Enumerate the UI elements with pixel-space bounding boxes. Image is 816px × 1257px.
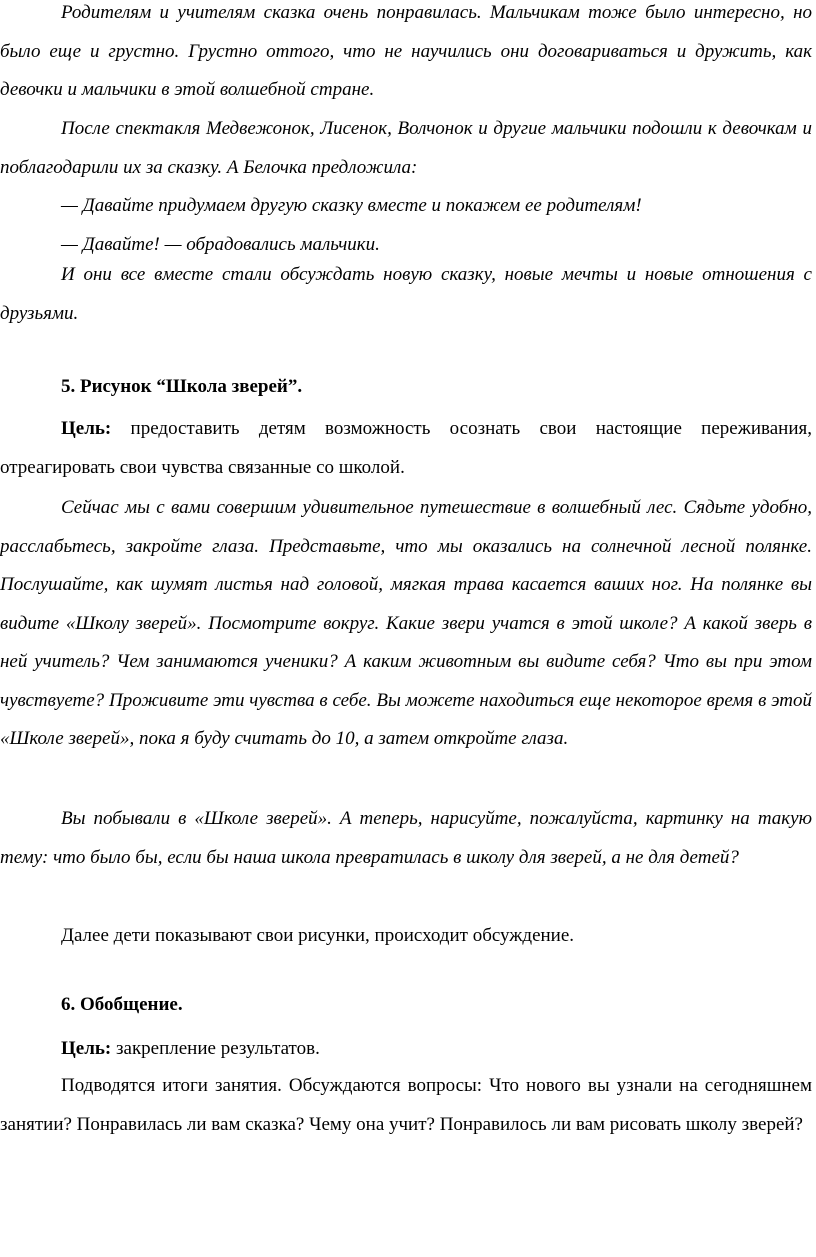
section-5-instruction: Сейчас мы с вами совершим удивительное путешествие в волшебный лес. Сядьте удобно, расслабьтесь, закройте глаза. Представьте, что мы оказались на солнечной лесной полянке. Послушайте, как шумят листья над головой, мягкая трава касается ваших ног. На полянке вы видите «Школу зверей». Посмотрите вокруг. Какие звери учатся в этой школе? А какой зверь в ней учитель? Чем занимаются ученики? А каким животным вы видите себя? Что вы при этом чувствуете? Проживите эти чувства в себе. Вы можете находиться еще некоторое время в этой «Школе зверей», пока я буду считать до 10, а затем откройте глаза. [0,497,812,749]
section-5-task: Вы побывали в «Школе зверей». А теперь, нарисуйте, пожалуйста, картинку на такую тему: что было бы, если бы наша школа превратилась в школу для зверей, а не для детей? [0,808,812,868]
section-6-summary: Подводятся итоги занятия. Обсуждаются вопросы: Что нового вы узнали на сегодняшнем занятии? Понравилась ли вам сказка? Чему она учит? Понравилось ли вам рисовать школу зверей? [0,1075,812,1135]
story-paragraph-3: И они все вместе стали обсуждать новую сказку, новые мечты и новые отношения с друзьями. [0,264,812,324]
goal-label: Цель: [61,418,112,439]
section-6-heading: 6. Обобщение. [61,994,183,1015]
section-5-goal [0,410,812,487]
goal-text: предоставить детям возможность осознать свои настоящие переживания, отреагировать свои чувства связанные со школой. [0,418,812,478]
section-6-goal [0,1030,812,1069]
story-paragraph-1: Родителям и учителям сказка очень понравилась. Мальчикам тоже было интересно, но было еще и грустно. Грустно оттого, что не научились они договариваться и дружить, как девочки и мальчики в этой волшебной стране. [0,2,812,100]
story-paragraph-2: После спектакля Медвежонок, Лисенок, Волчонок и другие мальчики подошли к девочкам и поблагодарили их за сказку. А Белочка предложила: [0,118,812,178]
goal-label: Цель: [61,1038,112,1059]
section-5-heading: 5. Рисунок “Школа зверей”. [61,376,303,397]
section-5-discussion: Далее дети показывают свои рисунки, происходит обсуждение. [61,925,575,946]
goal-text: закрепление результатов. [111,1038,320,1059]
story-dialogue-2: — Давайте! — обрадовались мальчики. [61,234,380,255]
story-dialogue-1: — Давайте придумаем другую сказку вместе и покажем ее родителям! [61,195,642,216]
